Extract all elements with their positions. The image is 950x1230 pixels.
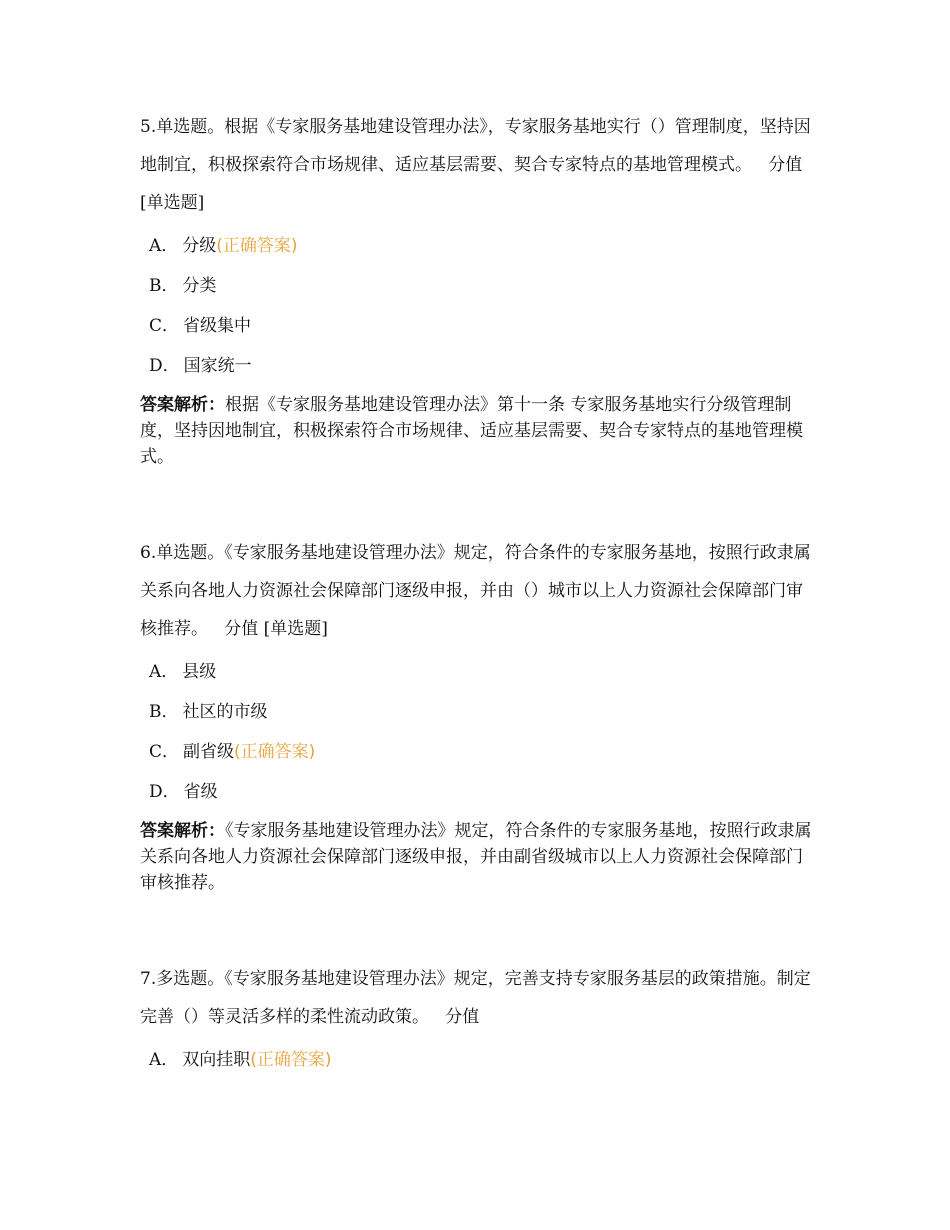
score-label: 分值 [768,155,803,175]
option-letter: A． [149,236,179,256]
answer-analysis [140,392,812,470]
option-letter: B． [149,702,179,722]
question-stem [140,108,812,222]
option-list [140,226,812,386]
option-text: 县级 [182,662,217,682]
option-text: 省级 [183,782,218,802]
question-type-tag: [单选题] [263,619,328,639]
question-5 [140,108,812,470]
option-a [140,652,812,692]
question-6 [140,534,812,896]
analysis-label: 答案解析： [140,395,225,415]
option-letter: D． [149,356,180,376]
question-spacer [140,470,812,534]
question-text: 单选题。《专家服务基地建设管理办法》规定，符合条件的专家服务基地，按照行政隶属关系向各地人力资源社会保障部门逐级申报，并由（）城市以上人力资源社会保障部门审核推荐。 [140,543,811,639]
score-label: 分值 [445,1007,480,1027]
option-letter: A． [149,662,179,682]
option-c [140,306,812,346]
question-number: 5. [140,117,157,137]
question-stem [140,960,812,1036]
option-text: 分类 [182,276,217,296]
question-spacer [140,896,812,960]
option-text: 双向挂职 [182,1050,251,1070]
option-text: 社区的市级 [182,702,268,722]
option-text: 分级 [182,236,217,256]
analysis-text: 根据《专家服务基地建设管理办法》第十一条 专家服务基地实行分级管理制度，坚持因地制宜，积极探索符合市场规律、适应基层需要、契合专家特点的基地管理模式。 [140,395,803,467]
option-letter: B． [149,276,179,296]
option-text: 副省级 [183,742,235,762]
correct-answer-mark: (正确答案) [216,236,298,256]
option-letter: C． [149,742,180,762]
question-number: 7. [140,969,157,989]
option-d [140,346,812,386]
analysis-label: 答案解析： [140,821,225,841]
correct-answer-mark: (正确答案) [234,742,316,762]
answer-analysis [140,818,812,896]
correct-answer-mark: (正确答案) [250,1050,332,1070]
option-a [140,226,812,266]
question-7 [140,960,812,1080]
option-letter: A． [149,1050,179,1070]
option-letter: D． [149,782,180,802]
option-letter: C． [149,316,180,336]
question-number: 6. [140,543,157,563]
question-type-tag: [单选题] [140,193,205,213]
option-text: 省级集中 [183,316,252,336]
option-a [140,1040,812,1080]
question-text: 多选题。《专家服务基地建设管理办法》规定，完善支持专家服务基层的政策措施。制定完善（）等灵活多样的柔性流动政策。 [140,969,811,1027]
analysis-text: 《专家服务基地建设管理办法》规定，符合条件的专家服务基地，按照行政隶属关系向各地人力资源社会保障部门逐级申报，并由副省级城市以上人力资源社会保障部门审核推荐。 [140,821,812,893]
option-list [140,1040,812,1080]
option-c [140,732,812,772]
option-text: 国家统一 [183,356,252,376]
question-stem [140,534,812,648]
question-text: 单选题。根据《专家服务基地建设管理办法》，专家服务基地实行（）管理制度，坚持因地制宜，积极探索符合市场规律、适应基层需要、契合专家特点的基地管理模式。 [140,117,811,175]
option-d [140,772,812,812]
option-b [140,692,812,732]
score-label: 分值 [224,619,259,639]
document-page [140,108,812,1080]
option-b [140,266,812,306]
option-list [140,652,812,812]
